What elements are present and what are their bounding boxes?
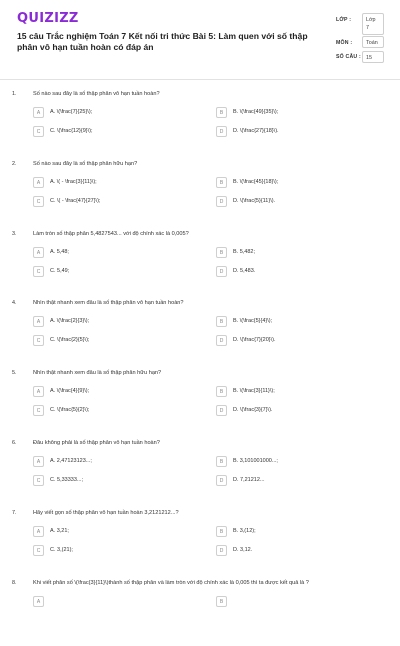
option-letter-box: D <box>216 335 227 346</box>
option-letter-box: B <box>216 316 227 327</box>
option-text: A. \( - \frac{3}{11}\); <box>50 178 97 185</box>
option-text: D. 3,12. <box>233 546 253 553</box>
option-text: B. \(\frac{3}{11}\); <box>233 388 275 395</box>
option-text: B. 3,101001000...; <box>233 457 278 464</box>
option-c[interactable] <box>33 266 193 278</box>
option-c[interactable] <box>33 475 193 487</box>
option-letter-box: C <box>33 545 44 556</box>
question-text: Số nào sau đây là số thập phân hữu hạn? <box>33 160 138 167</box>
option-letter-box: A <box>33 177 44 188</box>
option-text: D. 7,21212... <box>233 476 265 483</box>
option-text: A. 2,47123123...; <box>50 457 92 464</box>
header-divider <box>0 79 400 80</box>
option-letter-box: A <box>33 526 44 537</box>
meta-class-row <box>328 10 392 36</box>
option-a[interactable] <box>33 596 193 608</box>
option-a[interactable] <box>33 526 193 538</box>
option-letter-box: C <box>33 475 44 486</box>
meta-count-value: 15 <box>362 51 384 63</box>
question-item <box>0 367 400 437</box>
option-a[interactable] <box>33 107 193 119</box>
meta-subject-label: MÔN : <box>336 40 353 46</box>
option-d[interactable] <box>216 405 376 417</box>
option-d[interactable] <box>216 196 376 208</box>
option-c[interactable] <box>33 545 193 557</box>
option-a[interactable] <box>33 456 193 468</box>
option-letter-box: D <box>216 405 227 416</box>
option-letter-box: C <box>33 266 44 277</box>
option-text: A. \(\frac{7}{25}\); <box>50 109 93 115</box>
option-b[interactable] <box>216 386 376 398</box>
question-item <box>0 507 400 577</box>
question-item <box>0 297 400 367</box>
option-text: A. 5,48; <box>50 248 69 255</box>
option-text: D. \(\frac{3}{7}\). <box>233 407 273 414</box>
question-item <box>0 158 400 228</box>
question-text: Khi viết phân số \(\frac{3}{11}\)thành số thập phân và làm tròn với độ chính xác là 0,005 thì ta được kết quả là ? <box>33 579 309 586</box>
option-b[interactable] <box>216 526 376 538</box>
question-item <box>0 577 400 646</box>
question-item <box>0 88 400 158</box>
meta-count-label: SỐ CÂU : <box>336 54 361 60</box>
option-a[interactable] <box>33 247 193 259</box>
option-letter-box: B <box>216 107 227 118</box>
option-text: B. \(\frac{49}{35}\); <box>233 109 279 115</box>
option-text: C. \(\frac{5}{2}\); <box>50 407 90 414</box>
option-letter-box: A <box>33 596 44 607</box>
option-text: C. \( - \frac{47}{27}\); <box>50 197 101 204</box>
question-item <box>0 228 400 298</box>
option-letter-box: A <box>33 107 44 118</box>
option-letter-box: B <box>216 177 227 188</box>
question-text: Làm tròn số thập phân 5,4827543... với độ chính xác là 0,005? <box>33 230 189 237</box>
option-text: D. 5,483. <box>233 267 256 274</box>
meta-subject-value: Toán <box>362 36 384 48</box>
quizizz-logo: QUIZIZZ <box>17 11 79 26</box>
option-d[interactable] <box>216 335 376 347</box>
option-letter-box: C <box>33 335 44 346</box>
option-letter-box: A <box>33 247 44 258</box>
option-text: A. \(\frac{2}{3}\); <box>50 318 90 325</box>
option-letter-box: B <box>216 526 227 537</box>
option-d[interactable] <box>216 475 376 487</box>
meta-count-row <box>328 50 392 64</box>
option-b[interactable] <box>216 177 376 189</box>
option-letter-box: A <box>33 386 44 397</box>
option-d[interactable] <box>216 126 376 138</box>
option-letter-box: D <box>216 475 227 486</box>
option-text: B. 5,482; <box>233 248 256 255</box>
question-item <box>0 437 400 507</box>
question-number: 4. <box>12 300 17 307</box>
option-text: C. \(\frac{2}{5}\); <box>50 337 90 344</box>
option-a[interactable] <box>33 177 193 189</box>
option-b[interactable] <box>216 316 376 328</box>
worksheet-header <box>0 0 400 76</box>
option-letter-box: B <box>216 456 227 467</box>
option-letter-box: B <box>216 386 227 397</box>
option-text: A. \(\frac{4}{9}\); <box>50 388 90 395</box>
option-text: D. \(\frac{5}{11}\). <box>233 197 276 204</box>
question-number: 1. <box>12 91 17 97</box>
option-c[interactable] <box>33 405 193 417</box>
worksheet-meta <box>328 10 392 64</box>
meta-subject-row <box>328 36 392 50</box>
option-c[interactable] <box>33 126 193 138</box>
question-number: 3. <box>12 230 17 237</box>
option-letter-box: D <box>216 196 227 207</box>
option-b[interactable] <box>216 247 376 259</box>
option-text: A. 3,21; <box>50 527 69 534</box>
option-letter-box: C <box>33 126 44 137</box>
option-text: C. \(\frac{12}{9}\); <box>50 128 93 134</box>
option-text: B. \(\frac{45}{18}\); <box>233 178 279 185</box>
option-text: D. \(\frac{7}{20}\). <box>233 337 276 344</box>
option-d[interactable] <box>216 266 376 278</box>
option-letter-box: B <box>216 247 227 258</box>
question-text: Nhìn thật nhanh xem đâu là số thập phân hữu hạn? <box>33 370 162 377</box>
option-letter-box: A <box>33 316 44 327</box>
option-text: C. 3,(21); <box>50 546 73 553</box>
option-d[interactable] <box>216 545 376 557</box>
option-letter-box: B <box>216 596 227 607</box>
option-a[interactable] <box>33 316 193 328</box>
option-text: D. \(\frac{27}{18}\). <box>233 128 279 134</box>
option-letter-box: D <box>216 126 227 137</box>
option-letter-box: A <box>33 456 44 467</box>
question-number: 2. <box>12 160 17 167</box>
meta-class-value: Lớp 7 <box>362 13 384 35</box>
option-text: B. 3,(12); <box>233 527 256 534</box>
option-letter-box: D <box>216 545 227 556</box>
option-c[interactable] <box>33 196 193 208</box>
option-text: C. 5,33333...; <box>50 476 84 483</box>
question-number: 7. <box>12 509 17 516</box>
question-number: 6. <box>12 439 17 446</box>
option-letter-box: C <box>33 196 44 207</box>
option-text: C. 5,49; <box>50 267 70 274</box>
option-b[interactable] <box>216 596 376 608</box>
question-text: Số nào sau đây là số thập phân vô hạn tuần hoàn? <box>33 91 160 97</box>
question-list <box>0 88 400 646</box>
option-b[interactable] <box>216 107 376 119</box>
question-number: 8. <box>12 579 17 586</box>
option-a[interactable] <box>33 386 193 398</box>
worksheet-title: 15 câu Trắc nghiệm Toán 7 Kết nối tri thức Bài 5: Làm quen với số thập phân vô hạn tuần hoàn có đáp án <box>17 31 308 52</box>
meta-class-label: LỚP : <box>336 17 352 23</box>
question-text: Đâu không phải là số thập phân vô hạn tuần hoàn? <box>33 439 160 446</box>
option-text: B. \(\frac{5}{4}\); <box>233 318 273 325</box>
option-c[interactable] <box>33 335 193 347</box>
question-number: 5. <box>12 370 17 377</box>
option-letter-box: C <box>33 405 44 416</box>
question-text: Hãy viết gọn số thập phân vô hạn tuần hoàn 3,2121212...? <box>33 509 179 516</box>
question-text: Nhìn thật nhanh xem đâu là số thập phân vô hạn tuần hoàn? <box>33 300 184 307</box>
option-b[interactable] <box>216 456 376 468</box>
option-letter-box: D <box>216 266 227 277</box>
